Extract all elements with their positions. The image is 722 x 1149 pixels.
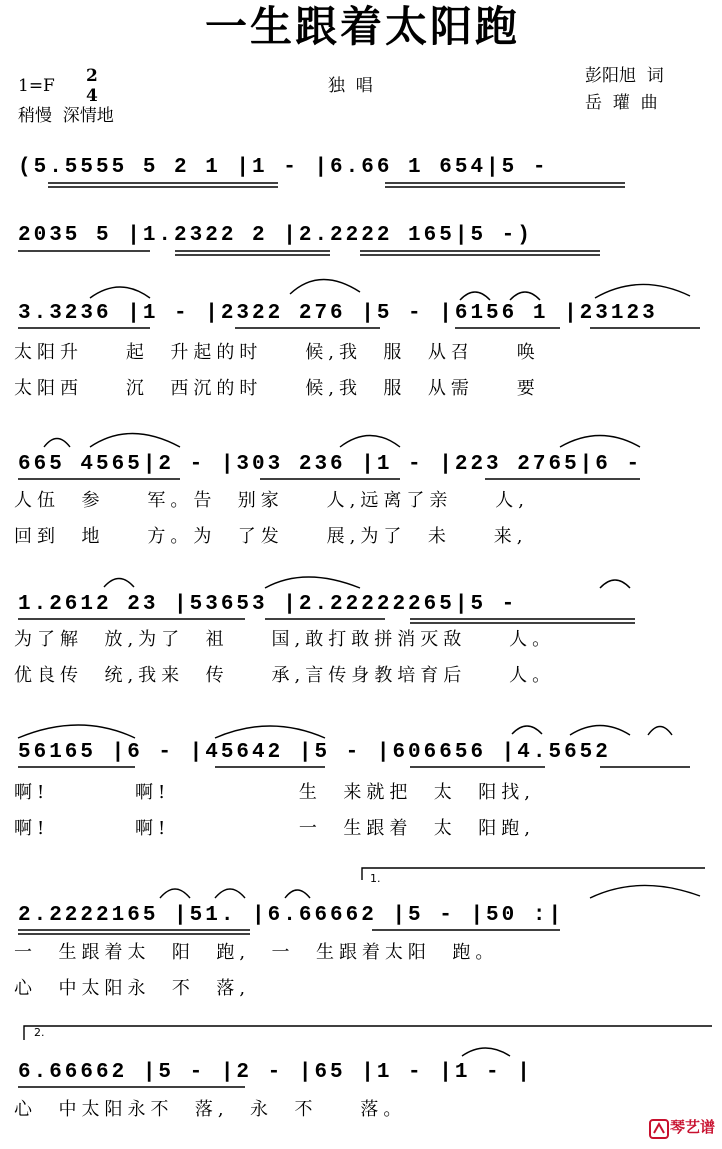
lyric-row-3-verse-1: 太阳升 起 升起的时 候,我 服 从召 唤: [14, 342, 540, 363]
site-logo-text: 琴艺谱: [670, 1118, 716, 1136]
time-signature-denominator: 4: [86, 86, 98, 106]
second-ending-label: 2.: [34, 1026, 45, 1039]
lyric-row-4-verse-1: 人伍 参 军。告 别家 人,远离了亲 人,: [14, 490, 529, 511]
notation-row-6: 56165 |6 - |45642 |5 - |606656 |4.5652: [18, 741, 611, 764]
lyric-row-7-verse-2: 心 中太阳永 不 落,: [14, 978, 251, 999]
notation-row-3: 3.3236 |1 - |2322 276 |5 - |6156 1 |23123: [18, 302, 658, 325]
tempo-marking: 稍慢 深情地: [18, 106, 114, 126]
time-signature-numerator: 2: [86, 66, 98, 86]
notation-row-8: 6.66662 |5 - |2 - |65 |1 - |1 - |: [18, 1061, 533, 1084]
lyric-row-3-verse-2: 太阳西 沉 西沉的时 候,我 服 从需 要: [14, 378, 540, 399]
notation-row-5: 1.2612 23 |53653 |2.22222265|5 -: [18, 593, 518, 616]
lyric-row-4-verse-2: 回到 地 方。为 了发 展,为了 未 来,: [14, 526, 528, 547]
lyric-row-6-verse-2: 啊! 啊! 一 生跟着 太 阳跑,: [14, 818, 535, 839]
notation-row-2: 2035 5 |1.2322 2 |2.2222 165|5 -): [18, 224, 533, 247]
lyric-row-5-verse-2: 优良传 统,我来 传 承,言传身教培育后 人。: [14, 665, 556, 686]
lyric-row-5-verse-1: 为了解 放,为了 祖 国,敢打敢拼消灭敌 人。: [14, 629, 556, 650]
lyricist-credit: 彭阳旭 词: [585, 66, 664, 86]
page-title: 一生跟着太阳跑: [205, 2, 521, 51]
composer-credit: 岳 瓘 曲: [585, 93, 658, 113]
lyric-row-6-verse-1: 啊! 啊! 生 来就把 太 阳找,: [14, 782, 535, 803]
notation-row-7: 2.2222165 |51. |6.66662 |5 - |50 :|: [18, 904, 565, 927]
lyric-row-7-verse-1: 一 生跟着太 阳 跑, 一 生跟着太阳 跑。: [14, 942, 499, 963]
first-ending-label: 1.: [370, 872, 381, 885]
notation-row-1: (5.5555 5 2 1 |1 - |6.66 1 654|5 -: [18, 156, 549, 179]
key-signature: 1=F: [18, 76, 55, 96]
lyric-row-8-verse-1: 心 中太阳永不 落, 永 不 落。: [14, 1099, 407, 1120]
notation-row-4: 665 4565|2 - |303 236 |1 - |223 2765|6 -: [18, 453, 643, 476]
performance-type: 独 唱: [328, 76, 373, 96]
